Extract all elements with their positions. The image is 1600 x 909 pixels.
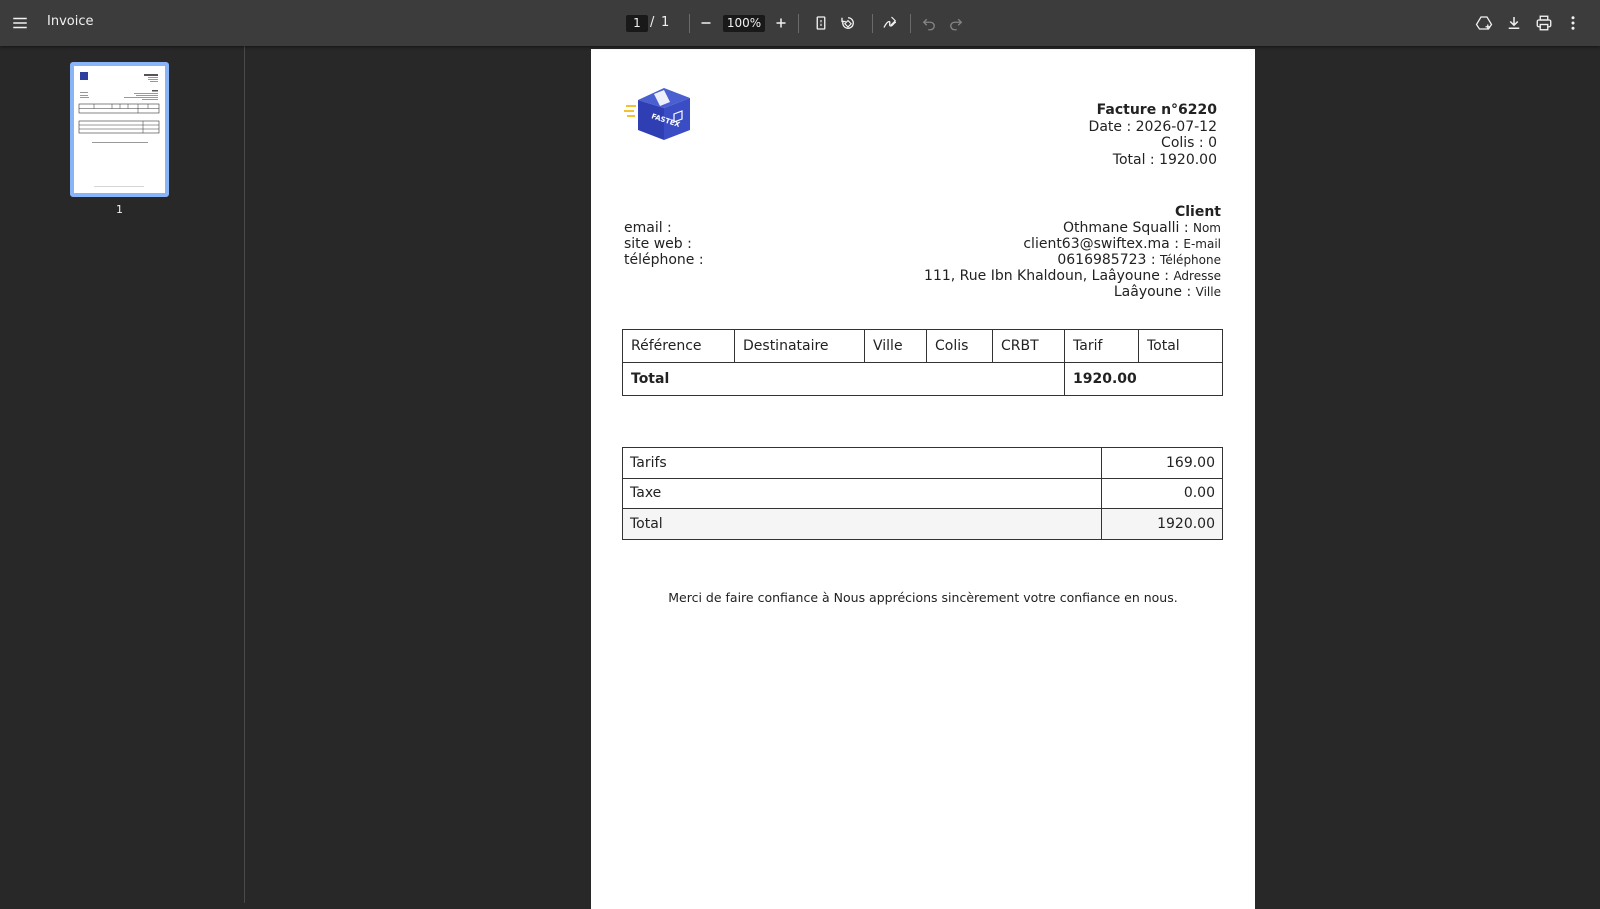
col-tarif: Tarif [1065,330,1139,363]
client-title: Client [1174,204,1221,220]
document-title: Invoice [47,14,94,29]
invoice-number: Facture n°6220 [1096,102,1217,118]
items-table [622,329,1223,396]
page-number-input[interactable]: 1 [626,15,648,32]
save-to-drive-icon[interactable] [1472,11,1496,35]
page-thumbnail[interactable] [70,62,169,197]
summary-label: Tarifs [623,448,1102,479]
summary-value: 169.00 [1102,448,1223,479]
toolbar-divider [689,14,690,33]
fastex-logo [624,86,694,142]
page-count: 1 [661,15,670,30]
invoice-total: Total : 1920.00 [1112,151,1217,168]
more-icon[interactable] [1561,11,1585,35]
redo-icon[interactable] [944,11,968,35]
summary-label: Total [623,509,1102,540]
annotate-icon[interactable] [878,11,902,35]
company-site-label: site web : [624,236,692,252]
summary-value: 0.00 [1102,478,1223,509]
items-total-label: Total [623,363,1065,396]
client-name: Othmane Squalli : Nom [1062,220,1221,236]
client-city: Laâyoune : Ville [1113,284,1221,300]
invoice-date: Date : 2026-07-12 [1088,118,1217,135]
undo-icon[interactable] [917,11,941,35]
thumbnail-page-number: 1 [116,203,123,216]
company-contact [624,220,704,268]
client-phone: 0616985723 : Téléphone [1057,252,1221,268]
col-crbt: CRBT [993,330,1065,363]
menu-icon[interactable] [8,11,32,35]
client-email: client63@swiftex.ma : E-mail [1023,236,1221,252]
logo-text: FASTEX [650,112,681,129]
print-icon[interactable] [1532,11,1556,35]
col-colis: Colis [927,330,993,363]
zoom-out-icon[interactable] [694,11,718,35]
page-thumbnail-preview [74,66,165,193]
summary-row [623,448,1223,479]
toolbar-divider [910,14,911,33]
company-email-label: email : [624,220,672,236]
items-header-row [623,330,1223,363]
zoom-input[interactable]: 100% [723,15,765,32]
col-ville: Ville [865,330,927,363]
col-destinataire: Destinataire [735,330,865,363]
rotate-icon[interactable] [836,11,860,35]
summary-value: 1920.00 [1102,509,1223,540]
summary-row [623,509,1223,540]
invoice-colis: Colis : 0 [1161,135,1217,151]
invoice-page [591,49,1255,909]
invoice-header [1089,102,1217,168]
items-total-row [623,363,1223,396]
pdf-toolbar [0,0,1600,46]
fit-page-icon[interactable] [809,11,833,35]
thank-you-note: Merci de faire confiance à Nous apprécions sincèrement votre confiance en nous. [668,590,1178,605]
summary-row [623,478,1223,509]
document-viewer[interactable] [246,46,1600,903]
col-reference: Référence [623,330,735,363]
summary-table [622,447,1223,540]
page-separator: / [650,15,655,30]
download-icon[interactable] [1502,11,1526,35]
toolbar-divider [798,14,799,33]
zoom-in-icon[interactable] [769,11,793,35]
thumbnail-sidebar [0,46,245,903]
company-phone-label: téléphone : [624,252,704,268]
summary-label: Taxe [623,478,1102,509]
client-info [924,204,1221,300]
col-total: Total [1139,330,1223,363]
client-address: 111, Rue Ibn Khaldoun, Laâyoune : Adresse [924,268,1221,284]
toolbar-divider [872,14,873,33]
items-total-value: 1920.00 [1065,363,1223,396]
